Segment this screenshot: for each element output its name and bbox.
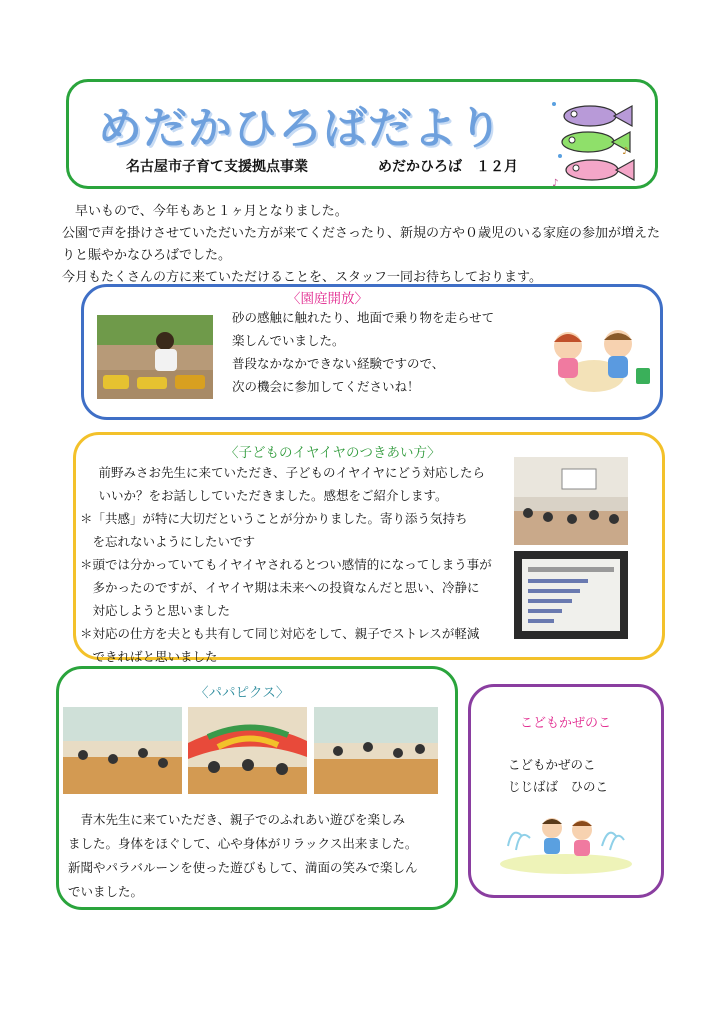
talk-line-9: できればと思いました	[80, 649, 218, 664]
intro-line-2: 公園で声を掛けさせていただいた方が来てくださったり、新規の方や０歳児のいる家庭の参加が増えた	[62, 226, 661, 241]
talk-line-8: ＊対応の仕方を夫とも共有して同じ対応をして、親子でストレスが軽減	[80, 626, 480, 641]
talk-line-5: ＊頭では分かっていてもイヤイヤされるとつい感情的になってしまう事が	[80, 557, 492, 572]
garden-line-3: 普段なかなかできない経験ですので、	[232, 356, 445, 371]
talk-line-6: 多かったのですが、イヤイヤ期は未来への投資なんだと思い、冷静に	[80, 580, 480, 595]
lecture-slide-photo	[514, 551, 628, 639]
kaze-line-2: じじばば ひのこ	[508, 779, 609, 794]
talk-line-2: いいか？をお話ししていただきました。感想をご紹介します。	[86, 488, 448, 503]
carp-streamer-illustration	[548, 96, 638, 188]
papa-line-1: 青木先生に来ていただき、親子でのふれあい遊びを楽しみ	[68, 812, 406, 827]
intro-line-4: 今月もたくさんの方に来ていただけることを、スタッフ一同お待ちしております。	[62, 270, 542, 285]
kaze-line-1: こどもかぜのこ	[508, 757, 596, 772]
intro-line-3: りと賑やかなひろばでした。	[62, 248, 232, 263]
talk-line-3: ＊「共感」が特に大切だということが分かりました。寄り添う気持ち	[80, 511, 468, 526]
issue-label: めだかひろば １２月	[378, 159, 518, 175]
kids-playing-illustration	[498, 806, 634, 876]
papa-line-3: 新聞やパラバルーンを使った遊びもして、満面の笑みで楽しん	[68, 860, 418, 875]
svg-text:♪: ♪	[552, 178, 559, 188]
garden-line-1: 砂の感触に触れたり、地面で乗り物を走らせて	[232, 310, 495, 325]
organization-label: 名古屋市子育て支援拠点事業	[126, 159, 308, 175]
papa-photo-1	[63, 707, 182, 794]
tantrum-talk-heading: 〈子どものイヤイヤのつきあい方〉	[225, 445, 441, 461]
kids-sand-illustration	[532, 322, 654, 394]
lecture-room-photo	[514, 457, 628, 545]
talk-line-7: 対応しようと思いました	[80, 603, 231, 618]
intro-line-1: 早いもので、今年もあと１ヶ月となりました。	[62, 204, 348, 219]
papa-pics-heading: 〈パパピクス〉	[195, 685, 290, 701]
fish-green-icon	[562, 132, 630, 152]
papa-line-2: ました。身体をほぐして、心や身体がリラックス出来ました。	[68, 836, 418, 851]
garden-line-4: 次の機会に参加してくださいね！	[232, 379, 420, 394]
garden-line-2: 楽しんでいました。	[232, 333, 345, 348]
talk-line-4: を忘れないようにしたいです	[80, 534, 256, 549]
kodomo-kazenoko-heading: こどもかぜのこ	[520, 716, 612, 731]
garden-heading: 〈園庭開放〉	[287, 291, 368, 307]
papa-photo-2	[188, 707, 307, 794]
garden-photo	[97, 315, 213, 399]
papa-line-4: でいました。	[68, 884, 144, 899]
fish-purple-icon	[564, 106, 632, 126]
fish-pink-icon	[566, 160, 634, 180]
talk-line-1: 前野みさお先生に来ていただき、子どものイヤイヤにどう対応したら	[86, 465, 486, 480]
papa-photo-3	[314, 707, 438, 794]
svg-text:♪: ♪	[622, 146, 629, 157]
newsletter-title: めだかひろばだより	[98, 103, 503, 154]
